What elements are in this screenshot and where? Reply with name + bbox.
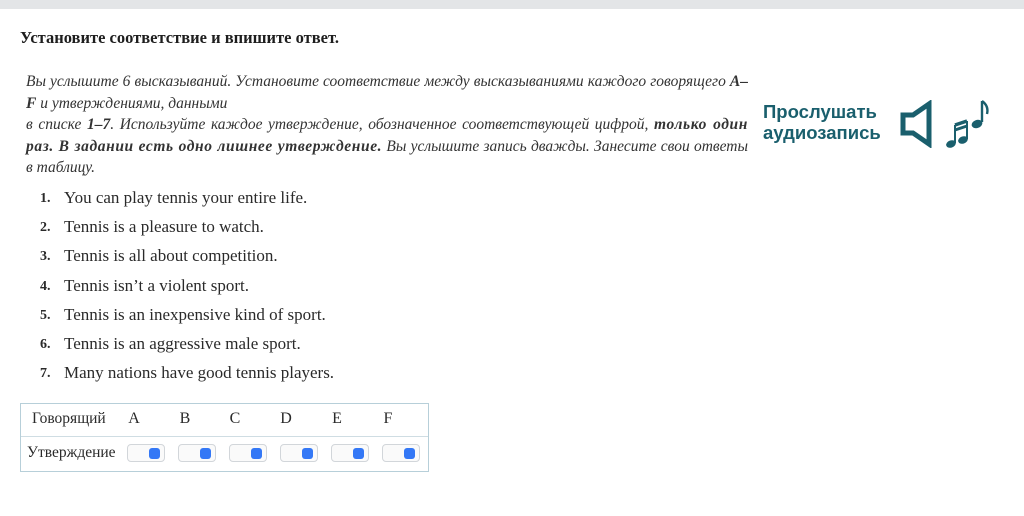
- column-header-d: D: [280, 410, 292, 427]
- table-row-speakers: [21, 404, 428, 437]
- statement-number: 6.: [40, 336, 51, 352]
- statement-number: 5.: [40, 307, 51, 323]
- instructions-text-1: Вы услышите 6 высказываний. Установите соответствие между высказываниями каждого говорящего: [26, 73, 730, 90]
- statement-item: [40, 217, 334, 246]
- statement-text: Tennis isn’t a violent sport.: [64, 275, 250, 295]
- statement-number: 2.: [40, 220, 51, 236]
- statement-item: [40, 363, 334, 392]
- instructions-bold-rule: только один раз. В задании есть одно лишнее утверждение.: [26, 116, 748, 155]
- statement-row-label: Утверждение: [27, 444, 116, 461]
- statement-item: [40, 305, 334, 334]
- play-audio-button[interactable]: [763, 100, 1003, 158]
- instructions-text-2: в списке: [26, 116, 87, 133]
- select-arrow-icon: [353, 448, 364, 459]
- statement-text: Tennis is an inexpensive kind of sport.: [64, 304, 326, 324]
- select-arrow-icon: [200, 448, 211, 459]
- answer-select-e[interactable]: [331, 444, 369, 462]
- select-arrow-icon: [149, 448, 160, 459]
- answer-select-a[interactable]: [127, 444, 165, 462]
- statement-text: Tennis is an aggressive male sport.: [64, 333, 301, 353]
- answer-select-f[interactable]: [382, 444, 420, 462]
- statement-text: You can play tennis your entire life.: [64, 188, 308, 207]
- column-header-b: B: [179, 410, 191, 427]
- play-audio-label: [763, 101, 881, 143]
- top-bar: [0, 0, 1024, 9]
- instructions-text-4: Вы услышите запись дважды. Занесите свои ответы в таблицу.: [26, 137, 749, 176]
- statement-number: 7.: [40, 366, 51, 382]
- statement-text: Many nations have good tennis players.: [64, 363, 335, 383]
- statement-number: 1.: [40, 191, 51, 206]
- answer-select-c[interactable]: [229, 444, 267, 462]
- task-instructions: [26, 71, 748, 179]
- statements-range: 1–7: [86, 116, 111, 133]
- statement-number: 4.: [40, 278, 51, 294]
- answer-select-b[interactable]: [178, 444, 216, 462]
- instructions-text-3: . Используйте каждое утверждение, обозначенное соответствующей цифрой,: [110, 116, 655, 133]
- statements-list: [40, 188, 334, 392]
- speaker-icon[interactable]: [899, 100, 939, 148]
- speakers-range: A–F: [26, 73, 748, 112]
- speaker-row-label: Говорящий: [32, 410, 106, 427]
- select-arrow-icon: [404, 448, 415, 459]
- select-arrow-icon: [302, 448, 313, 459]
- statement-number: 3.: [40, 249, 51, 265]
- column-header-f: F: [383, 410, 393, 427]
- instructions-text-1b: и утверждениями, данными: [36, 94, 228, 112]
- statement-item: [40, 276, 334, 305]
- column-header-e: E: [332, 410, 342, 427]
- statement-text: Tennis is all about competition.: [64, 246, 278, 266]
- answer-select-d[interactable]: [280, 444, 318, 462]
- play-audio-label-line2: аудиозапись: [763, 122, 881, 143]
- statement-item: [40, 188, 334, 217]
- statement-text: Tennis is a pleasure to watch.: [64, 217, 264, 237]
- answer-table: [20, 403, 429, 472]
- statement-item: [40, 246, 334, 275]
- select-arrow-icon: [251, 448, 262, 459]
- task-title: Установите соответствие и впишите ответ.: [20, 28, 339, 47]
- column-header-c: C: [229, 410, 241, 427]
- play-audio-label-line1: Прослушать: [763, 101, 877, 122]
- statement-item: [40, 334, 334, 363]
- column-header-a: A: [128, 410, 140, 427]
- music-note-icon: [941, 98, 993, 152]
